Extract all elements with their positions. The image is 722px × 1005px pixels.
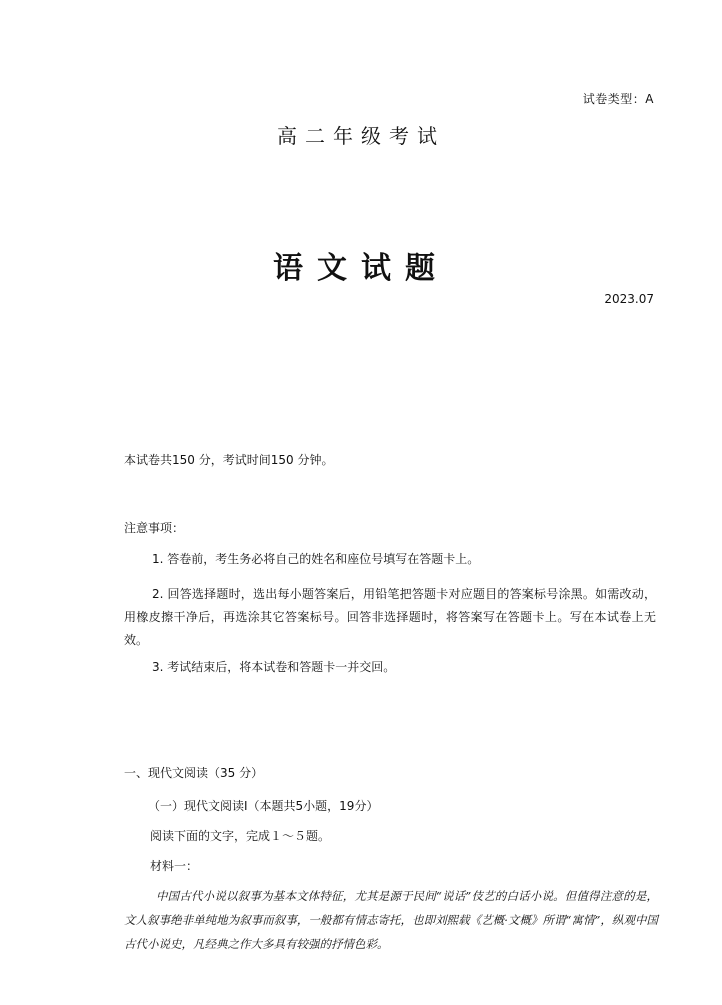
subsection-heading: （一）现代文阅读I（本题共5小题，19分） <box>148 799 379 813</box>
section-heading: 一、现代文阅读（35 分） <box>124 766 264 780</box>
paper-type-label: 试卷类型：A <box>582 92 654 106</box>
note-item: 2. 回答选择题时，选出每小题答案后，用铅笔把答题卡对应题目的答案标号涂黑。如需改动，用橡皮擦干净后，再选涂其它答案标号。回答非选择题时，将答案写在答题卡上。写在本试卷上无效。 <box>124 587 656 647</box>
note-item: 3. 考试结束后，将本试卷和答题卡一并交回。 <box>152 660 396 674</box>
notes-heading: 注意事项： <box>124 521 185 535</box>
reading-instruction: 阅读下面的文字，完成１～５题。 <box>150 829 331 843</box>
exam-date: 2023.07 <box>604 292 654 306</box>
material-label: 材料一： <box>150 859 199 873</box>
exam-intro: 本试卷共150 分，考试时间150 分钟。 <box>124 453 334 467</box>
exam-title: 高二年级考试 <box>277 124 445 148</box>
reading-passage: 中国古代小说以叙事为基本文体特征，尤其是源于民间“说话”伎艺的白话小说。但值得注意的是，文人叙事绝非单纯地为叙事而叙事，一般都有情志寄托，也即刘熙载《艺概·文概》所谓“寓情”，纵观中国古代小说史，凡经典之作大多具有较强的抒情色彩。 <box>124 889 658 951</box>
note-item: 1. 答卷前，考生务必将自己的姓名和座位号填写在答题卡上。 <box>152 552 480 566</box>
subject-title: 语文试题 <box>273 251 449 286</box>
